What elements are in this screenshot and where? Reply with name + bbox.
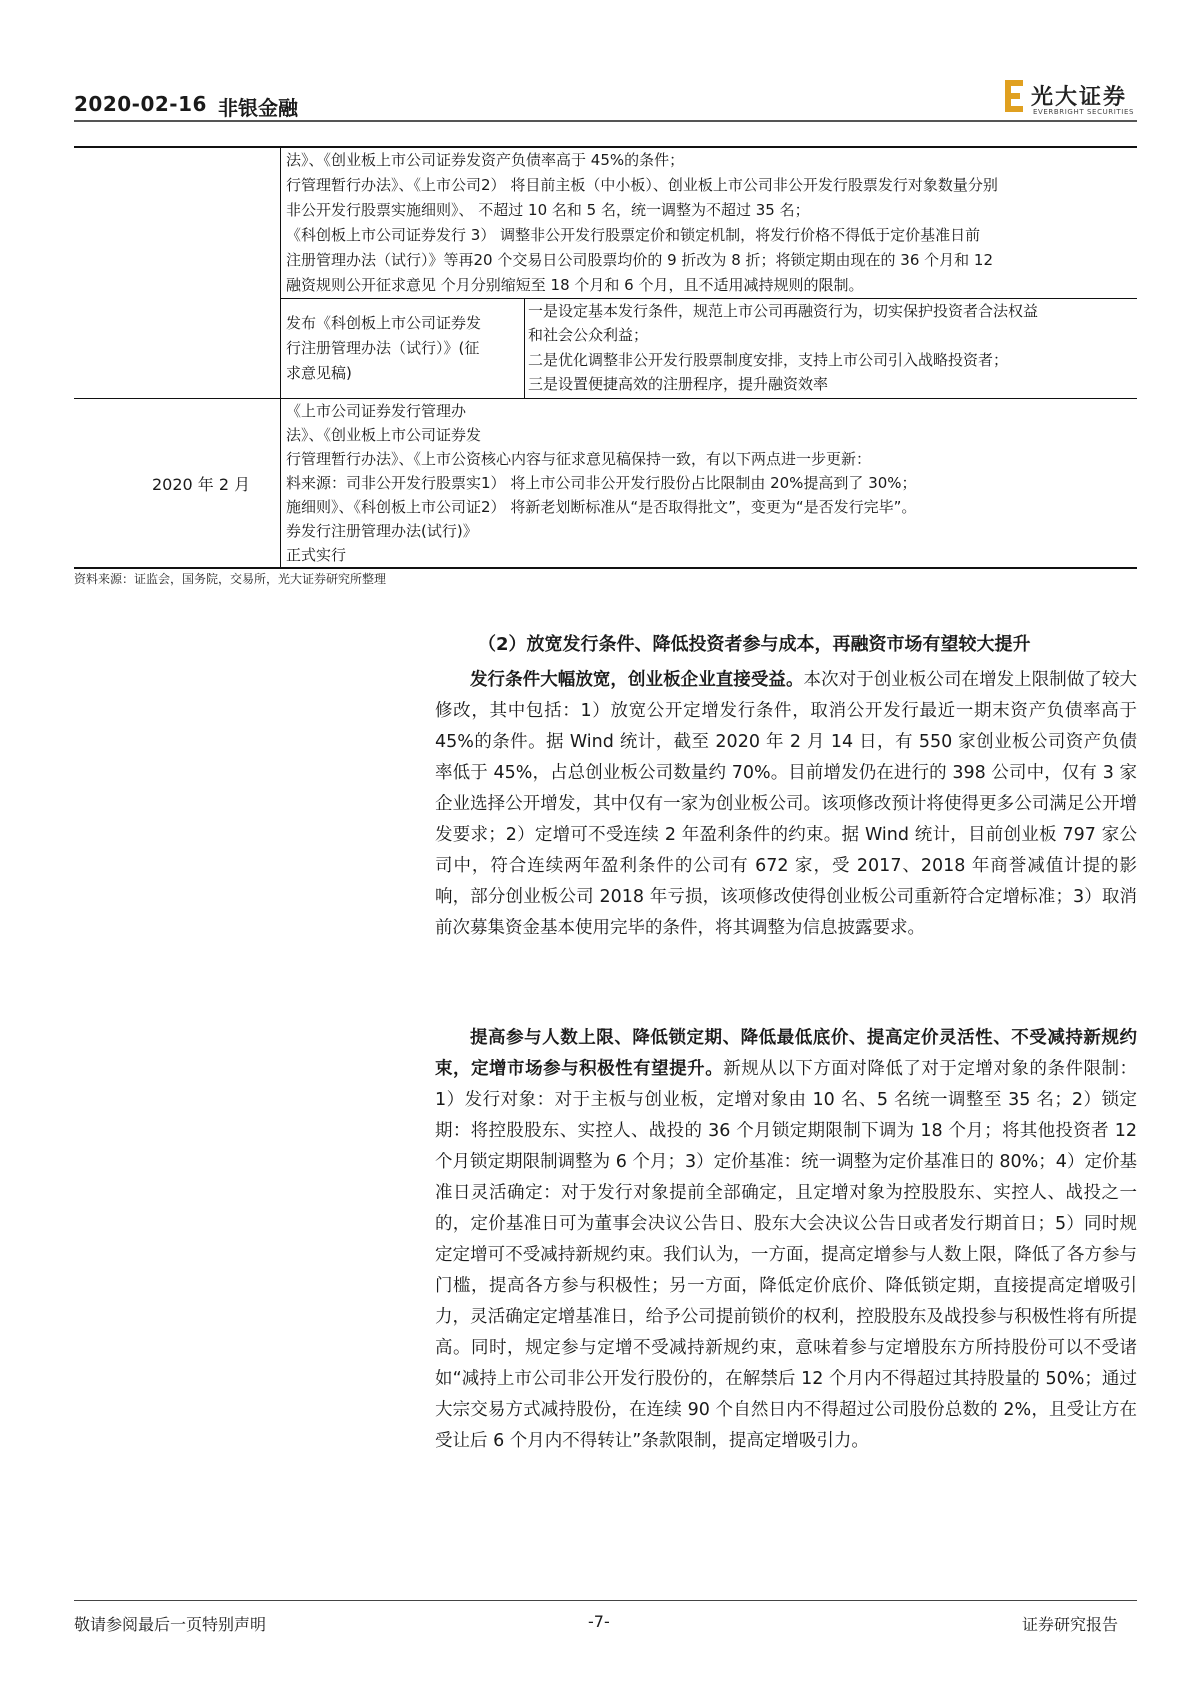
table-cell-line: 注册管理办法（试行）》等再20 个交易日公司股票均价的 9 折改为 8 折；将锁定期由现在的 36 个月和 12: [286, 251, 993, 269]
table-row-divider: [280, 298, 1137, 299]
footer-report-type: 证券研究报告: [1022, 1615, 1119, 1634]
table-date-cell: 2020 年 2 月: [152, 475, 251, 494]
table-bottom-border: [74, 567, 1137, 569]
paragraph-lead: 发行条件大幅放宽，创业板企业直接受益。: [470, 670, 804, 690]
table-cell-line: 法》、《创业板上市公司证券发: [286, 426, 482, 444]
report-date: 2020-02-16: [74, 92, 207, 116]
table-cell-line: 《科创板上市公司证券发行 3） 调整非公开发行股票定价和锁定机制，将发行价格不得低于定价基准日前: [286, 226, 981, 244]
table-cell-line: 施细则》、《科创板上市公司证2） 将新老划断标准从“是否取得批文”，变更为“是否发行完毕”。: [286, 498, 917, 516]
paragraph-text: 新规从以下方面对降低了对于定增对象的条件限制：1）发行对象：对于主板与创业板，定增对象由 10 名、5 名统一调整至 35 名；2）锁定期：将控股股东、实控人、战投的 36 个月锁定期限制下调为 18 个月；将其他投资者 12 个月锁定期限制调整为 6 个月；3）定价基准：统一调整为定价基准日的 80%；4）定价基准日灵活确定：对于发行对象提前全部确定，且定增对象为控股股东、实控人、战投之一的，定价基准日可为董事会决议公告日、股东大会决议公告日或者发行期首日；5）同时规定定增可不受减持新规约束。我们认为，一方面，提高定增参与人数上限，降低了各方参与门槛，提高各方参与积极性；另一方面，降低定价底价、降低锁定期，直接提高定增吸引力，灵活确定定增基准日，给予公司提前锁价的权利，控股股东及战投参与积极性将有所提高。同时，规定参与定增不受减持新规约束，意味着参与定增股东方所持股份可以不受诸如“减持上市公司非公开发行股份的，在解禁后 12 个月内不得超过其持股量的 50%；通过大宗交易方式减持股份，在连续 90 个自然日内不得超过公司股份总数的 2%，且受让方在受让后 6 个月内不得转让”条款限制，提高定增吸引力。: [435, 1059, 1138, 1451]
table-row-divider: [74, 398, 1137, 399]
everbright-logo-icon: [1003, 78, 1027, 114]
table-cell-line: 求意见稿): [286, 364, 352, 382]
table-cell-line: 融资规则公开征求意见 个月分别缩短至 18 个月和 6 个月，且不适用减持规则的限制。: [286, 276, 864, 294]
footer-divider: [74, 1600, 1137, 1601]
body-paragraph: [435, 665, 1137, 944]
table-cell-line: 发布《科创板上市公司证券发: [286, 314, 482, 332]
table-cell-line: 券发行注册管理办法(试行)》: [286, 522, 478, 540]
table-cell-line: 和社会公众利益；: [528, 326, 649, 344]
table-cell-line: 料来源：司非公开发行股票实1） 将上市公司非公开发行股份占比限制由 20%提高到了 30%；: [286, 474, 917, 492]
logo-name-en: EVERBRIGHT SECURITIES: [1033, 108, 1135, 116]
table-cell-line: 法》、《创业板上市公司证券发资产负债率高于 45%的条件；: [286, 151, 685, 169]
table-cell-line: 行管理暂行办法》、《上市公资核心内容与征求意见稿保持一致，有以下两点进一步更新：: [286, 450, 872, 468]
body-paragraph: [435, 1023, 1137, 1457]
paragraph-lead: 提高参与人数上限、降低锁定期、降低最低底价、提高定价灵活性、不受减持新规约束，定增市场参与积极性有望提升。: [435, 1028, 1137, 1079]
header-divider: [74, 120, 1137, 122]
table-source-note: 资料来源：证监会，国务院，交易所，光大证券研究所整理: [74, 572, 387, 586]
table-cell-line: 非公开发行股票实施细则》、 不超过 10 名和 5 名，统一调整为不超过 35 名；: [286, 201, 810, 219]
page-number: -7-: [588, 1612, 610, 1631]
logo-name-cn: 光大证券: [1031, 85, 1128, 110]
table-column-divider: [280, 146, 281, 567]
table-cell-line: 二是优化调整非公开发行股票制度安排，支持上市公司引入战略投资者；: [528, 351, 1009, 369]
table-cell-line: 行管理暂行办法》、《上市公司2） 将目前主板（中小板）、创业板上市公司非公开发行股票发行对象数量分别: [286, 176, 998, 194]
footer-disclaimer: 敬请参阅最后一页特别声明: [74, 1615, 267, 1634]
company-logo: [1003, 78, 1135, 120]
table-top-border: [74, 146, 1137, 148]
section-heading: （2）放宽发行条件、降低投资者参与成本，再融资市场有望较大提升: [478, 634, 1031, 655]
table-cell-line: 三是设置便捷高效的注册程序，提升融资效率: [528, 375, 829, 393]
paragraph-text: 本次对于创业板公司在增发上限制做了较大修改，其中包括：1）放宽公开定增发行条件，取消公开发行最近一期末资产负债率高于 45%的条件。据 Wind 统计，截至 2020 年 2 月 14 日，有 550 家创业板公司资产负债率低于 45%，占总创业板公司数量约 70%。目前增发仍在进行的 398 公司中，仅有 3 家企业选择公开增发，其中仅有一家为创业板公司。该项修改预计将使得更多公司满足公开增发要求；2）定增可不受连续 2 年盈利条件的约束。据 Wind 统计，目前创业板 797 家公司中，符合连续两年盈利条件的公司有 672 家，受 2017、2018 年商誉减值计提的影响，部分创业板公司 2018 年亏损，该项修改使得创业板公司重新符合定增标准；3）取消前次募集资金基本使用完毕的条件，将其调整为信息披露要求。: [435, 670, 1138, 938]
table-cell-line: 一是设定基本发行条件，规范上市公司再融资行为，切实保护投资者合法权益: [528, 302, 1039, 320]
report-sector: 非银金融: [218, 96, 298, 120]
table-cell-line: 《上市公司证券发行管理办: [286, 402, 467, 420]
table-cell-line: 行注册管理办法（试行）》(征: [286, 339, 480, 357]
table-inner-divider: [524, 298, 525, 398]
table-cell-line: 正式实行: [286, 546, 347, 564]
